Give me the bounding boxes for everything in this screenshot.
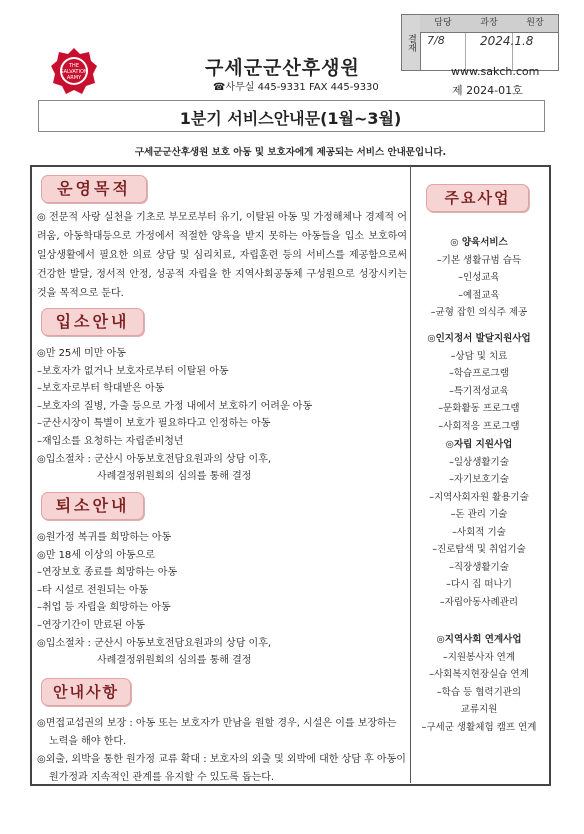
list-item: –기본 생활규범 습득: [436, 254, 522, 266]
service-group-title: ◎인지정서 발달지원사업: [427, 333, 531, 344]
salvation-army-logo: [49, 46, 99, 96]
list-item: ◎면접교섭권의 보장 : 아동 또는 보호자가 만남을 원할 경우, 시설은 이를 보장하는 노력을 해야 한다.: [37, 718, 397, 747]
admission-list: [37, 345, 407, 486]
list-item: –특기적성교육: [449, 385, 509, 397]
approval-header: [420, 15, 558, 33]
approval-header-staff: 담당: [434, 18, 452, 28]
org-phone: ☎사무실 445-9331 FAX 445-9330: [213, 82, 379, 93]
list-item: 사례결정위원회의 심의를 통해 결정: [97, 471, 252, 483]
service-group-community: [413, 631, 545, 736]
svg-text:ARMY: ARMY: [66, 75, 82, 81]
document-title: 1분기 서비스안내문(1월~3월): [179, 109, 402, 128]
list-item: –취업 등 자립을 희망하는 아동: [37, 602, 171, 614]
service-group-title: ◎자립 지원사업: [445, 439, 513, 450]
discharge-list: [37, 529, 407, 670]
list-item: –다시 집 떠나기: [446, 579, 512, 590]
list-item: –직장생활기술: [449, 561, 509, 573]
list-item: –진로탐색 및 취업기술: [432, 544, 526, 555]
admission-heading: 입소안내: [41, 308, 144, 336]
list-item: ◎입소절차 : 군산시 아동보호전담요원과의 상담 이후,: [37, 453, 272, 465]
services-heading: 주요사업: [426, 184, 529, 212]
website: www.sakch.com: [451, 65, 540, 78]
list-item: –구세군 생활체험 캠프 연계: [421, 721, 537, 733]
list-item: 교류지원: [460, 704, 498, 715]
list-item: –지역사회자원 활용기술: [429, 491, 529, 503]
column-divider: [410, 166, 411, 783]
service-group-title: ◎ 양육서비스: [450, 237, 508, 248]
list-item: ◎원가정 복귀를 희망하는 아동: [37, 532, 172, 543]
notice-list: [37, 715, 407, 787]
list-item: –사회복지현장실습 연계: [429, 669, 529, 680]
list-item: –보호자의 질병, 가출 등으로 가정 내에서 보호하기 어려운 아동: [37, 400, 313, 412]
list-item: –지원봉사자 연계: [442, 651, 515, 663]
list-item: –자립아동사례관리: [439, 596, 519, 608]
service-group-care: [413, 234, 545, 322]
list-item: 사례결정위원회의 심의를 통해 결정: [97, 655, 252, 667]
signature-staff: 7/8: [427, 34, 445, 47]
list-item: –사회적응 프로그램: [438, 420, 520, 432]
svg-text:THE: THE: [69, 63, 79, 69]
service-group-development: [413, 330, 545, 435]
list-item: ◎외출, 외박을 통한 원가정 교류 확대 : 보호자의 외출 및 외박에 대한 상담 후 아동이 원가정과 지속적인 관계를 유지할 수 있도록 돕는다.: [37, 754, 406, 783]
list-item: ◎만 25세 미만 아동: [37, 348, 126, 359]
list-item: ◎만 18세 이상의 아동으로: [37, 549, 155, 561]
list-item: –연장기간이 만료된 아동: [37, 619, 145, 631]
list-item: –돈 관리 기술: [450, 509, 508, 520]
list-item: –보호자로부터 학대받은 아동: [37, 383, 165, 395]
list-item: ◎입소절차 : 군산시 아동보호전담요원과의 상담 이후,: [37, 637, 272, 649]
list-item: –일상생활기술: [449, 456, 509, 468]
approval-side-label: 결재: [402, 15, 421, 70]
approval-header-manager: 과장: [480, 18, 498, 28]
list-item: –학습프로그램: [449, 368, 509, 379]
list-item: –균형 잡힌 의식주 제공: [430, 307, 528, 318]
list-item: –재입소를 요청하는 자립준비청년: [37, 435, 184, 447]
list-item: –연장보호 종료를 희망하는 아동: [37, 567, 178, 579]
list-item: –보호자가 없거나 보호자로부터 이탈된 아동: [37, 365, 229, 377]
notice-heading: 안내사항: [41, 678, 131, 706]
list-item: –예절교육: [458, 289, 500, 301]
document-subtitle: 구세군군산후생원 보호 아동 및 보호자에게 제공되는 서비스 안내문입니다.: [134, 147, 447, 158]
list-item: –군산시장이 특별이 보호가 필요하다고 인정하는 아동: [37, 418, 271, 430]
signature-date: 2024.1.8: [480, 34, 534, 48]
discharge-heading: 퇴소안내: [41, 492, 144, 520]
svg-text:SALVATION: SALVATION: [60, 69, 88, 75]
list-item: –타 시설로 전원되는 아동: [37, 584, 149, 596]
approval-header-director: 원장: [526, 18, 544, 28]
list-item: –학습 등 협력기관의: [436, 686, 522, 698]
list-item: –인성교육: [458, 272, 500, 283]
org-name: 구세군군산후생원: [205, 57, 360, 79]
list-item: –문화활동 프로그램: [438, 403, 520, 414]
document-number: 제 2024-01호: [452, 84, 523, 97]
list-item: –사회적 기술: [452, 526, 506, 538]
service-group-title: ◎지역사회 연계사업: [436, 634, 522, 645]
purpose-heading: 운영목적: [41, 175, 147, 203]
list-item: –자기보호기술: [449, 474, 509, 485]
service-group-independence: [413, 436, 545, 611]
purpose-text: ◎ 전문적 사랑 실천을 기초로 부모로부터 유기, 이탈된 아동 및 가정해체나 경제적 어려움, 아동학대등으로 가정에서 적절한 양육을 받지 못하는 아동들을 입소 보호하여 일상생활에서 필요한 의료 상담 및 심리치료, 자립훈련 등의 서비스를 제공함으로써 건강한 발달, 정서적 안정, 성공적 자립을 한 지역사회공동체 구성원으로 성장시키는 것을 목적으로 둔다.: [37, 212, 407, 299]
list-item: –상담 및 치료: [450, 350, 508, 362]
